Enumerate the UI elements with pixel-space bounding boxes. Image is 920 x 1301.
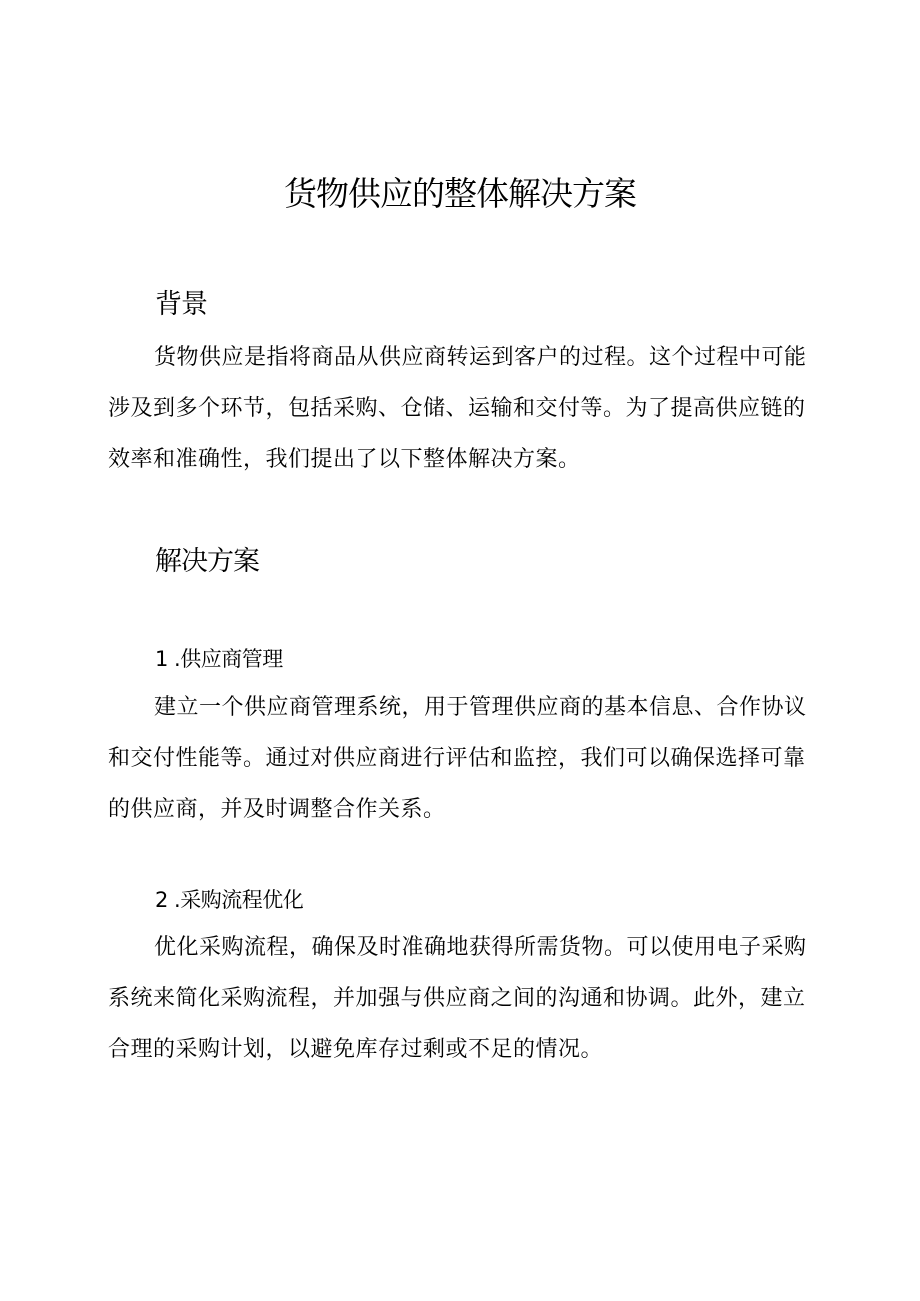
subsection-heading-supplier-management: 1 .供应商管理 — [155, 647, 283, 671]
section-heading-background: 背景 — [155, 289, 207, 320]
subsection-heading-procurement-optimization: 2 .采购流程优化 — [155, 888, 304, 912]
procurement-optimization-paragraph: 优化采购流程，确保及时准确地获得所需货物。可以使用电子采购系统来简化采购流程，并加强与供应商之间的沟通和协调。此外，建立合理的采购计划，以避免库存过剩或不足的情况。 — [108, 935, 807, 1062]
supplier-management-paragraph: 建立一个供应商管理系统，用于管理供应商的基本信息、合作协议和交付性能等。通过对供应商进行评估和监控，我们可以确保选择可靠的供应商，并及时调整合作关系。 — [108, 695, 807, 822]
document-title: 货物供应的整体解决方案 — [284, 174, 636, 213]
section-heading-solution: 解决方案 — [155, 546, 259, 577]
background-paragraph: 货物供应是指将商品从供应商转运到客户的过程。这个过程中可能涉及到多个环节，包括采购、仓储、运输和交付等。为了提高供应链的效率和准确性，我们提出了以下整体解决方案。 — [108, 345, 807, 472]
